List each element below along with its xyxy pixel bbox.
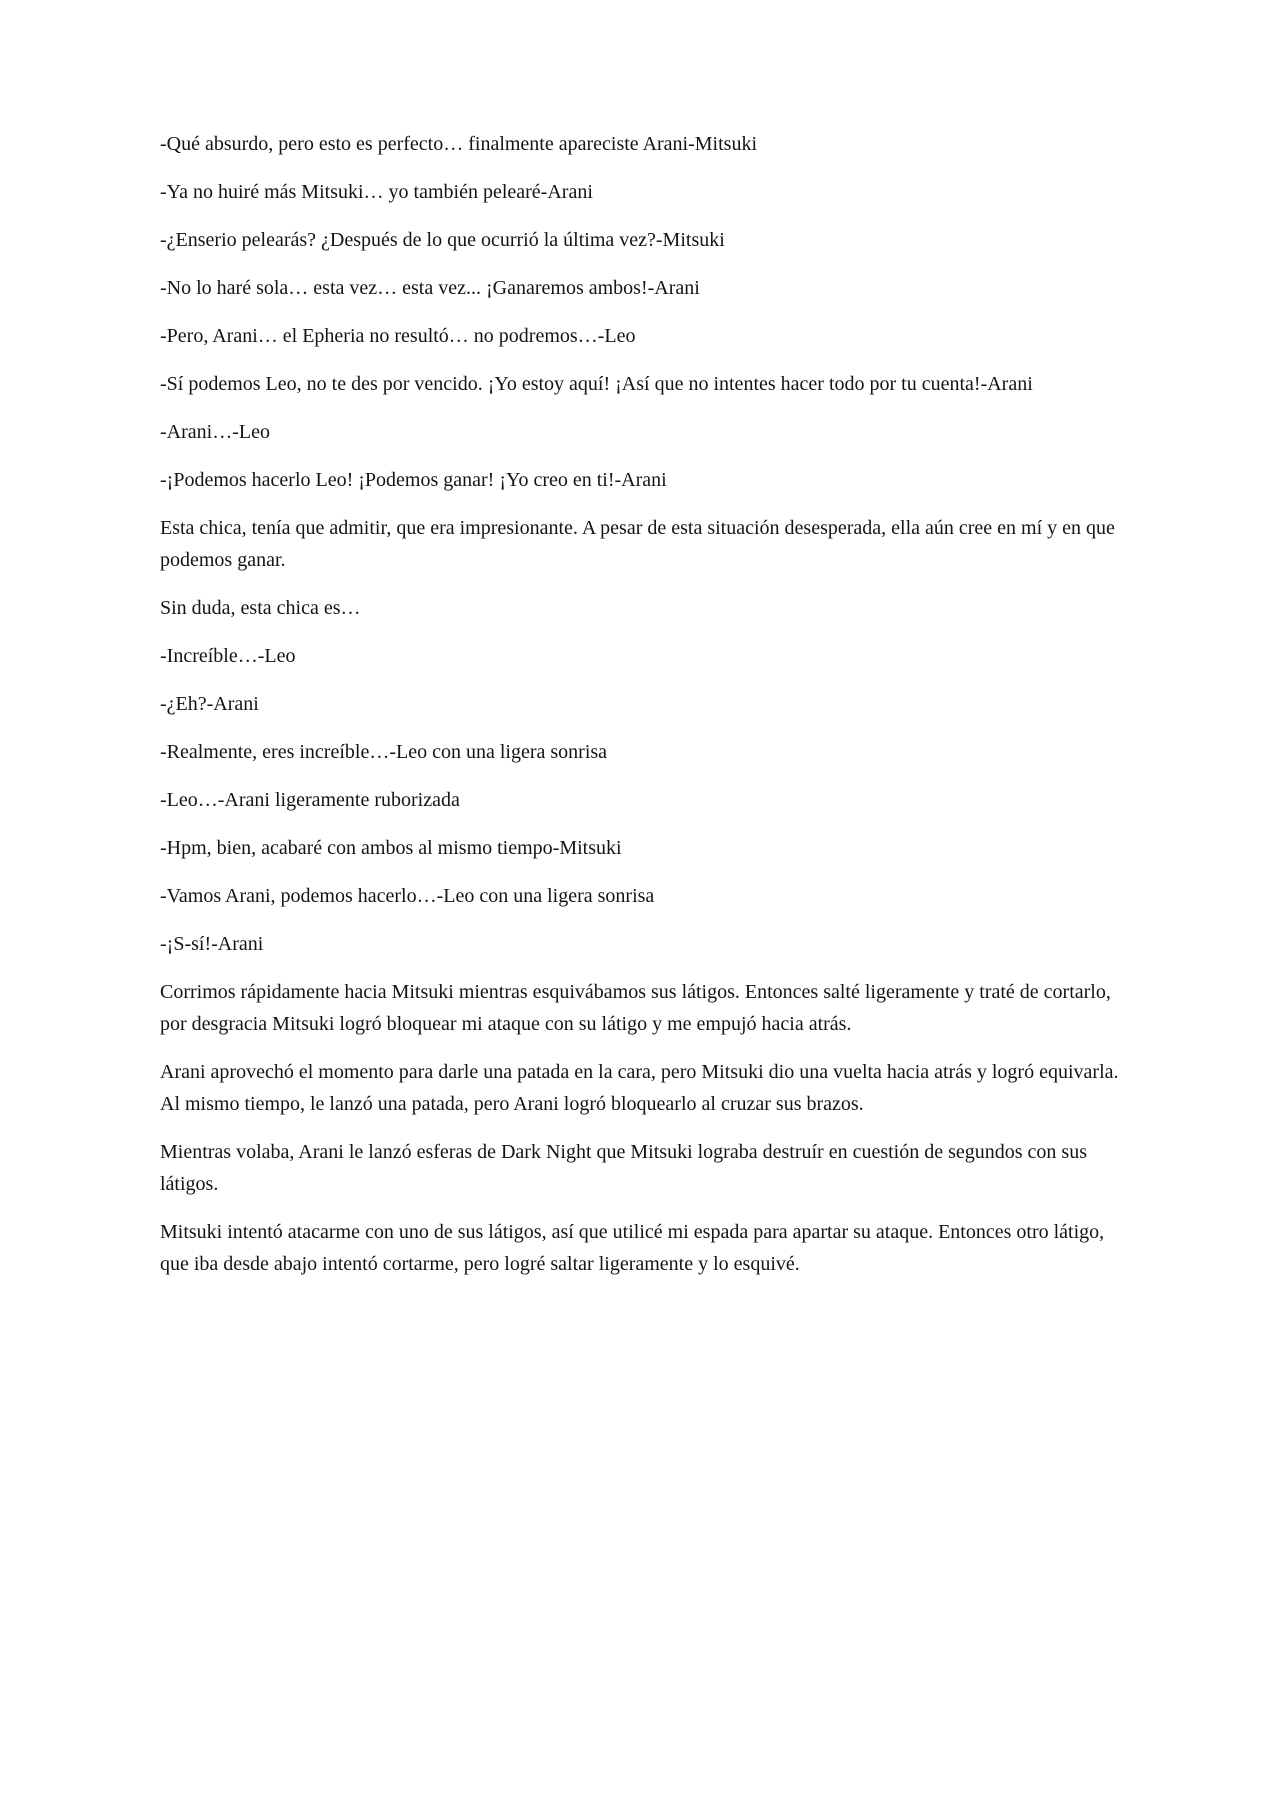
paragraph: -Hpm, bien, acabaré con ambos al mismo tiempo-Mitsuki [160, 837, 622, 859]
paragraph: -¿Eh?-Arani [160, 693, 259, 715]
paragraph: -Vamos Arani, podemos hacerlo…-Leo con una ligera sonrisa [160, 885, 655, 907]
paragraph: -¿Enserio pelearás? ¿Después de lo que ocurrió la última vez?-Mitsuki [160, 229, 725, 251]
paragraph: Sin duda, esta chica es… [160, 597, 361, 619]
paragraph: Mitsuki intentó atacarme con uno de sus látigos, así que utilicé mi espada para apartar su ataque. Entonces otro látigo, que iba desde abajo intentó cortarme, pero logré saltar ligeramente y lo esquivé. [160, 1221, 1110, 1275]
paragraph: -Increíble…-Leo [160, 645, 296, 667]
paragraph: -Pero, Arani… el Epheria no resultó… no podremos…-Leo [160, 325, 636, 347]
paragraph: -Qué absurdo, pero esto es perfecto… finalmente apareciste Arani-Mitsuki [160, 133, 758, 155]
paragraph: -Arani…-Leo [160, 421, 270, 443]
paragraph: Mientras volaba, Arani le lanzó esferas de Dark Night que Mitsuki lograba destruír en cuestión de segundos con sus látigos. [160, 1141, 1092, 1195]
paragraph: -Ya no huiré más Mitsuki… yo también pelearé-Arani [160, 181, 593, 203]
paragraph: Esta chica, tenía que admitir, que era impresionante. A pesar de esta situación desesperada, ella aún cree en mí y en que podemos ganar. [160, 517, 1120, 571]
paragraph: -Sí podemos Leo, no te des por vencido. ¡Yo estoy aquí! ¡Así que no intentes hacer todo por tu cuenta!-Arani [160, 373, 1033, 395]
paragraph: -¡S-sí!-Arani [160, 933, 264, 955]
paragraph: -No lo haré sola… esta vez… esta vez... ¡Ganaremos ambos!-Arani [160, 277, 700, 299]
paragraph: Arani aprovechó el momento para darle una patada en la cara, pero Mitsuki dio una vuelta hacia atrás y logró equivarla. Al mismo tiempo, le lanzó una patada, pero Arani logró bloquearlo al cruzar sus brazos. [160, 1061, 1123, 1115]
paragraph: -¡Podemos hacerlo Leo! ¡Podemos ganar! ¡Yo creo en ti!-Arani [160, 469, 667, 491]
paragraph: -Leo…-Arani ligeramente ruborizada [160, 789, 460, 811]
paragraph: -Realmente, eres increíble…-Leo con una ligera sonrisa [160, 741, 608, 763]
paragraph: Corrimos rápidamente hacia Mitsuki mientras esquivábamos sus látigos. Entonces salté ligeramente y traté de cortarlo, por desgracia Mitsuki logró bloquear mi ataque con su látigo y me empujó hacia atrás. [160, 981, 1116, 1035]
